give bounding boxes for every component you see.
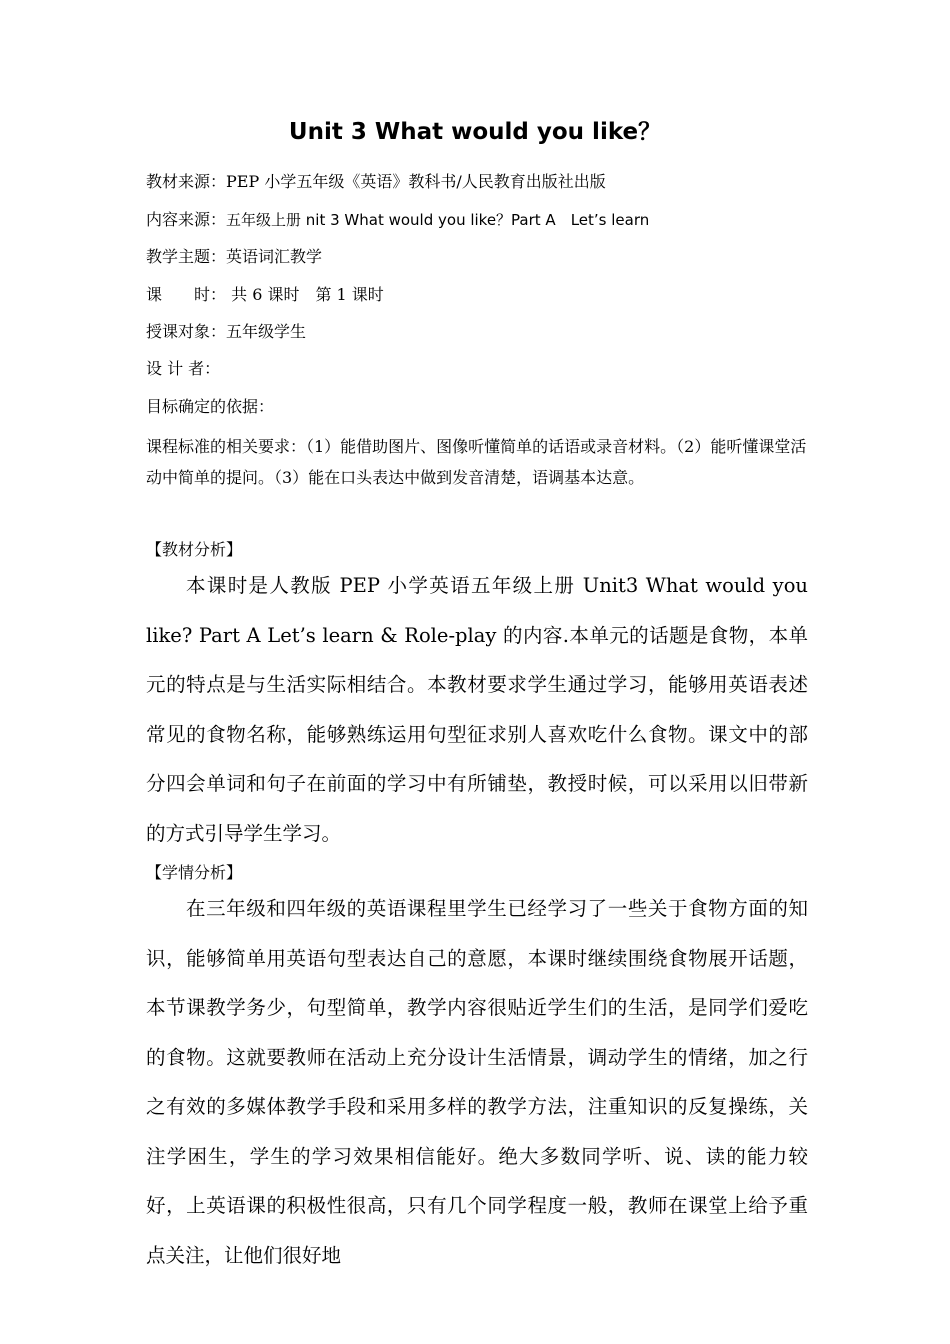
meta-content-source [146,210,826,230]
meta-value: 五年级学生 [226,322,307,341]
meta-label: 设 计 者： [146,359,221,378]
meta-teaching-theme [146,247,826,267]
meta-value: 英语词汇教学 [226,247,323,266]
meta-target-students [146,322,826,342]
meta-objective-basis [146,397,826,417]
meta-label: 课 时： [146,285,227,304]
meta-label: 教学主题： [146,247,227,266]
meta-label: 内容来源： [146,210,227,229]
meta-value: 共 6 课时 第 1 课时 [226,285,384,304]
document-title: Unit 3 What would you like？ [288,119,662,145]
section-heading-student-analysis: 【学情分析】 [146,863,243,882]
meta-textbook-source [146,172,826,192]
meta-label: 授课对象： [146,322,227,341]
section-heading-textbook-analysis: 【教材分析】 [146,540,243,559]
meta-class-hours [146,285,826,305]
meta-value: 五年级上册 nit 3 What would you like？Part A Let’s learn [226,211,650,229]
section-body-student-analysis: 在三年级和四年级的英语课程里学生已经学习了一些关于食物方面的知识，能够简单用英语句型表达自己的意愿，本课时继续围绕食物展开话题，本节课教学务少，句型简单，教学内容很贴近学生们的生活，是同学们爱吃的食物。这就要教师在活动上充分设计生活情景，调动学生的情绪，加之行之有效的多媒体教学手段和采用多样的教学方法，注重知识的反复操练，关注学困生，学生的学习效果相信能好。绝大多数同学听、说、读的能力较好，上英语课的积极性很高，只有几个同学程度一般，教师在课堂上给予重点关注，让他们很好地 [146,897,808,1267]
meta-label: 目标确定的依据： [146,397,275,416]
curriculum-requirements: 课程标准的相关要求：（1）能借助图片、图像听懂简单的话语或录音材料。（2）能听懂课堂活动中简单的提问。（3）能在口头表达中做到发音清楚，语调基本达意。 [146,437,807,487]
meta-label: 教材来源： [146,172,227,191]
section-body-textbook-analysis: 本课时是人教版 PEP 小学英语五年级上册 Unit3 What would you like? Part A Let’s learn & Role-play 的内容.本单元的话题是食物，本单元的特点是与生活实际相结合。本教材要求学生通过学习，能够用英语表述常见的食物名称，能够熟练运用句型征求别人喜欢吃什么食物。课文中的部分四会单词和句子在前面的学习中有所铺垫，教授时候，可以采用以旧带新的方式引导学生学习。 [146,574,808,845]
meta-designer [146,359,826,379]
meta-value: PEP 小学五年级《英语》教科书/人民教育出版社出版 [226,172,606,191]
